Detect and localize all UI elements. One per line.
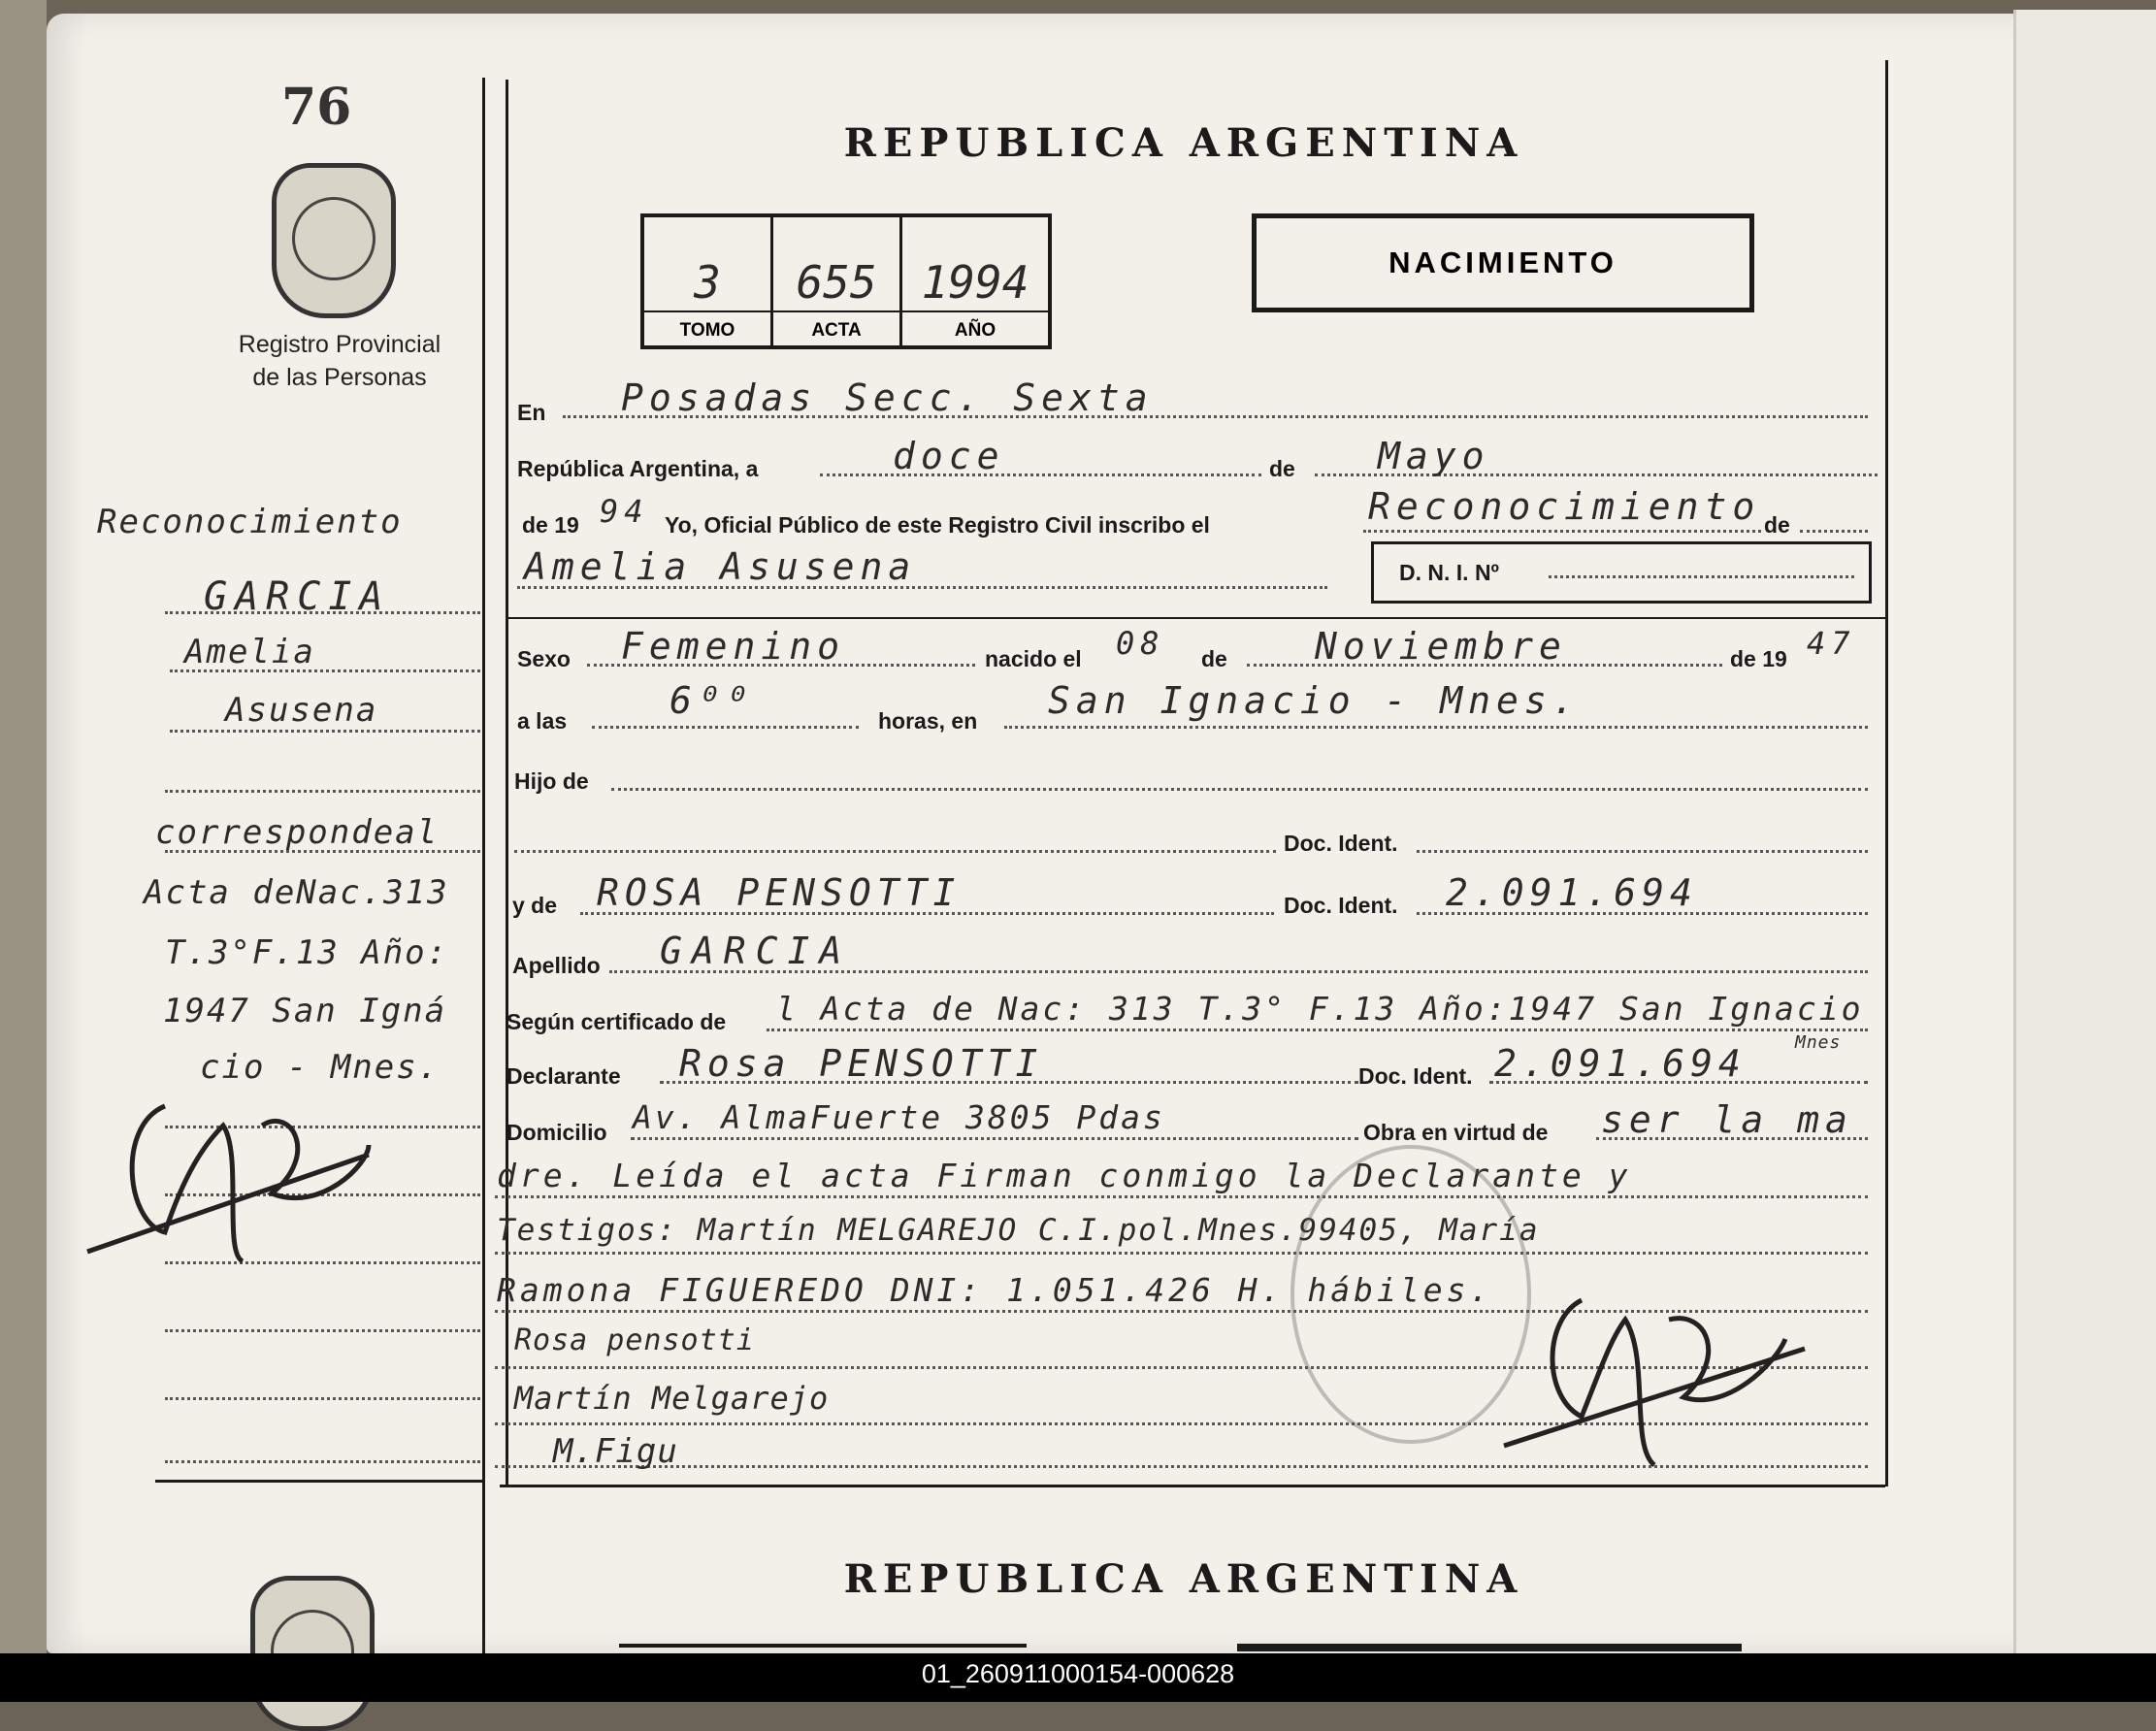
doc1-label: Doc. Ident. <box>1284 831 1398 856</box>
next-page-title: REPUBLICA ARGENTINA <box>843 1556 1524 1602</box>
doc3-label: Doc. Ident. <box>1358 1063 1473 1089</box>
margin-note-3: Amelia <box>184 633 315 671</box>
en-label: En <box>517 400 546 425</box>
acta-label: ACTA <box>811 320 862 341</box>
margin-note-7: T.3°F.13 Año: <box>165 933 449 972</box>
page-number: 76 <box>281 78 352 137</box>
cont-value-2: Testigos: Martín MELGAREJO C.I.pol.Mnes.99405, María <box>497 1213 1540 1248</box>
nombre-value: Amelia Asusena <box>524 545 917 588</box>
inscribo-line <box>1363 530 1761 533</box>
alas-label: a las <box>517 708 568 734</box>
hijo-line <box>611 788 1868 791</box>
yo-oficial-label: Yo, Oficial Público de este Registro Civil inscribo el <box>665 512 1210 538</box>
tomo-label: TOMO <box>679 320 735 341</box>
province-seal-icon <box>272 163 396 318</box>
de2-label: de <box>1201 646 1227 671</box>
lugar-value: San Ignacio - Mnes. <box>1048 679 1581 722</box>
yde-label: y de <box>512 893 558 918</box>
official-signature-icon <box>1494 1281 1824 1504</box>
de19b-label: de 19 <box>1730 646 1787 671</box>
record-type-box: NACIMIENTO <box>1252 213 1754 312</box>
de-end-label: de <box>1764 512 1790 538</box>
form-rule <box>506 617 1885 619</box>
segun-line <box>767 1029 1868 1031</box>
column-divider <box>482 78 485 1653</box>
margin-dotline <box>165 1397 480 1400</box>
dia-value: doce <box>893 435 1005 477</box>
nacido-label: nacido el <box>985 646 1082 671</box>
page-title: REPUBLICA ARGENTINA <box>843 120 1524 166</box>
nacido-mes-value: Noviembre <box>1315 625 1567 668</box>
firma-3: M.Figu <box>553 1432 678 1471</box>
segun-value: l Acta de Nac: 313 T.3° F.13 Año:1947 San Ignacio <box>776 990 1864 1028</box>
padre-line <box>514 850 1276 853</box>
hora-value: 6⁰⁰ <box>670 679 754 722</box>
registry-line-1: Registro Provincial <box>238 331 441 358</box>
sexo-label: Sexo <box>517 646 571 671</box>
declarante-label: Declarante <box>506 1063 621 1089</box>
cont-value-3: Ramona FIGUEREDO DNI: 1.051.426 H. hábiles. <box>497 1271 1493 1309</box>
margin-dotline <box>165 611 480 614</box>
dni-box <box>1371 541 1872 604</box>
inscribo-value: Reconocimiento <box>1368 485 1761 528</box>
margin-dotline <box>170 730 480 733</box>
cont-line-2 <box>495 1252 1868 1255</box>
margin-dotline <box>165 1329 480 1332</box>
facing-page-edge <box>2013 10 2156 1659</box>
apellido-value: GARCIA <box>660 930 852 972</box>
en-value: Posadas Secc. Sexta <box>621 376 1154 419</box>
republica-label: República Argentina, a <box>517 456 759 481</box>
segun-label: Según certificado de <box>506 1009 727 1034</box>
registry-line-2: de las Personas <box>252 364 427 391</box>
apellido-label: Apellido <box>512 953 601 978</box>
margin-dotline <box>165 790 480 793</box>
form-right-rule <box>1885 60 1888 1486</box>
margin-note-4: Asusena <box>225 691 378 730</box>
declarante-value: Rosa PENSOTTI <box>679 1042 1044 1085</box>
obra-value: ser la ma <box>1601 1098 1853 1141</box>
dia-line <box>820 474 1261 476</box>
dni-line <box>1549 575 1854 578</box>
tome-rule <box>644 310 1048 312</box>
lugar-line <box>1004 726 1868 729</box>
de-label: de <box>1269 456 1295 481</box>
domicilio-label: Domicilio <box>506 1120 607 1145</box>
nacido-dia-value: 08 <box>1116 625 1165 662</box>
domicilio-line <box>631 1137 1358 1140</box>
obra-label: Obra en virtud de <box>1363 1120 1549 1145</box>
nacido-ano-value: 47 <box>1807 625 1856 662</box>
firma-1: Rosa pensotti <box>514 1323 755 1357</box>
margin-dotline <box>165 850 480 853</box>
margin-note-6: Acta deNac.313 <box>144 873 449 912</box>
mes-value: Mayo <box>1378 435 1490 477</box>
book-spine <box>0 0 47 1702</box>
declarante-doc-value: 2.091.694 <box>1494 1042 1747 1085</box>
registry-name <box>209 328 471 394</box>
sexo-value: Femenino <box>621 625 846 668</box>
ano-label: AÑO <box>954 320 996 341</box>
margin-dotline <box>165 1460 480 1463</box>
horas-label: horas, en <box>878 708 978 734</box>
acta-cell <box>773 217 902 345</box>
margin-dotline <box>170 670 480 672</box>
ano-inscripcion-value: 94 <box>600 493 649 530</box>
segun-extra: Mnes <box>1795 1032 1842 1053</box>
cont-line-1 <box>495 1195 1868 1198</box>
firma-2: Martín Melgarejo <box>514 1380 830 1417</box>
madre-value: ROSA PENSOTTI <box>597 871 962 914</box>
margin-note-9: cio - Mnes. <box>200 1048 441 1087</box>
record-number-box <box>640 213 1052 349</box>
cont-value-1: dre. Leída el acta Firman conmigo la Declarante y <box>497 1157 1632 1194</box>
madre-doc-value: 2.091.694 <box>1446 871 1698 914</box>
margin-signature-icon <box>78 1067 388 1300</box>
image-id: 01_260911000154-000628 <box>921 1659 1235 1688</box>
doc1-line <box>1417 850 1868 853</box>
doc2-label: Doc. Ident. <box>1284 893 1398 918</box>
tomo-value: 3 <box>694 256 721 309</box>
ano-cell <box>902 217 1048 345</box>
margin-note-1: Reconocimiento <box>97 503 403 541</box>
acta-value: 655 <box>796 256 877 309</box>
ano-value: 1994 <box>921 256 1029 309</box>
hijo-label: Hijo de <box>514 768 589 794</box>
margin-note-8: 1947 San Igná <box>163 992 447 1030</box>
tomo-cell <box>644 217 773 345</box>
de19-label: de 19 <box>522 512 579 538</box>
margin-note-5: correspondeal <box>155 813 440 852</box>
hora-line <box>592 726 859 729</box>
margin-rule <box>155 1480 483 1483</box>
margin-note-2: GARCIA <box>204 574 391 619</box>
dni-label: D. N. I. Nº <box>1399 560 1499 585</box>
de-end-line <box>1800 530 1868 533</box>
domicilio-value: Av. AlmaFuerte 3805 Pdas <box>633 1098 1165 1136</box>
